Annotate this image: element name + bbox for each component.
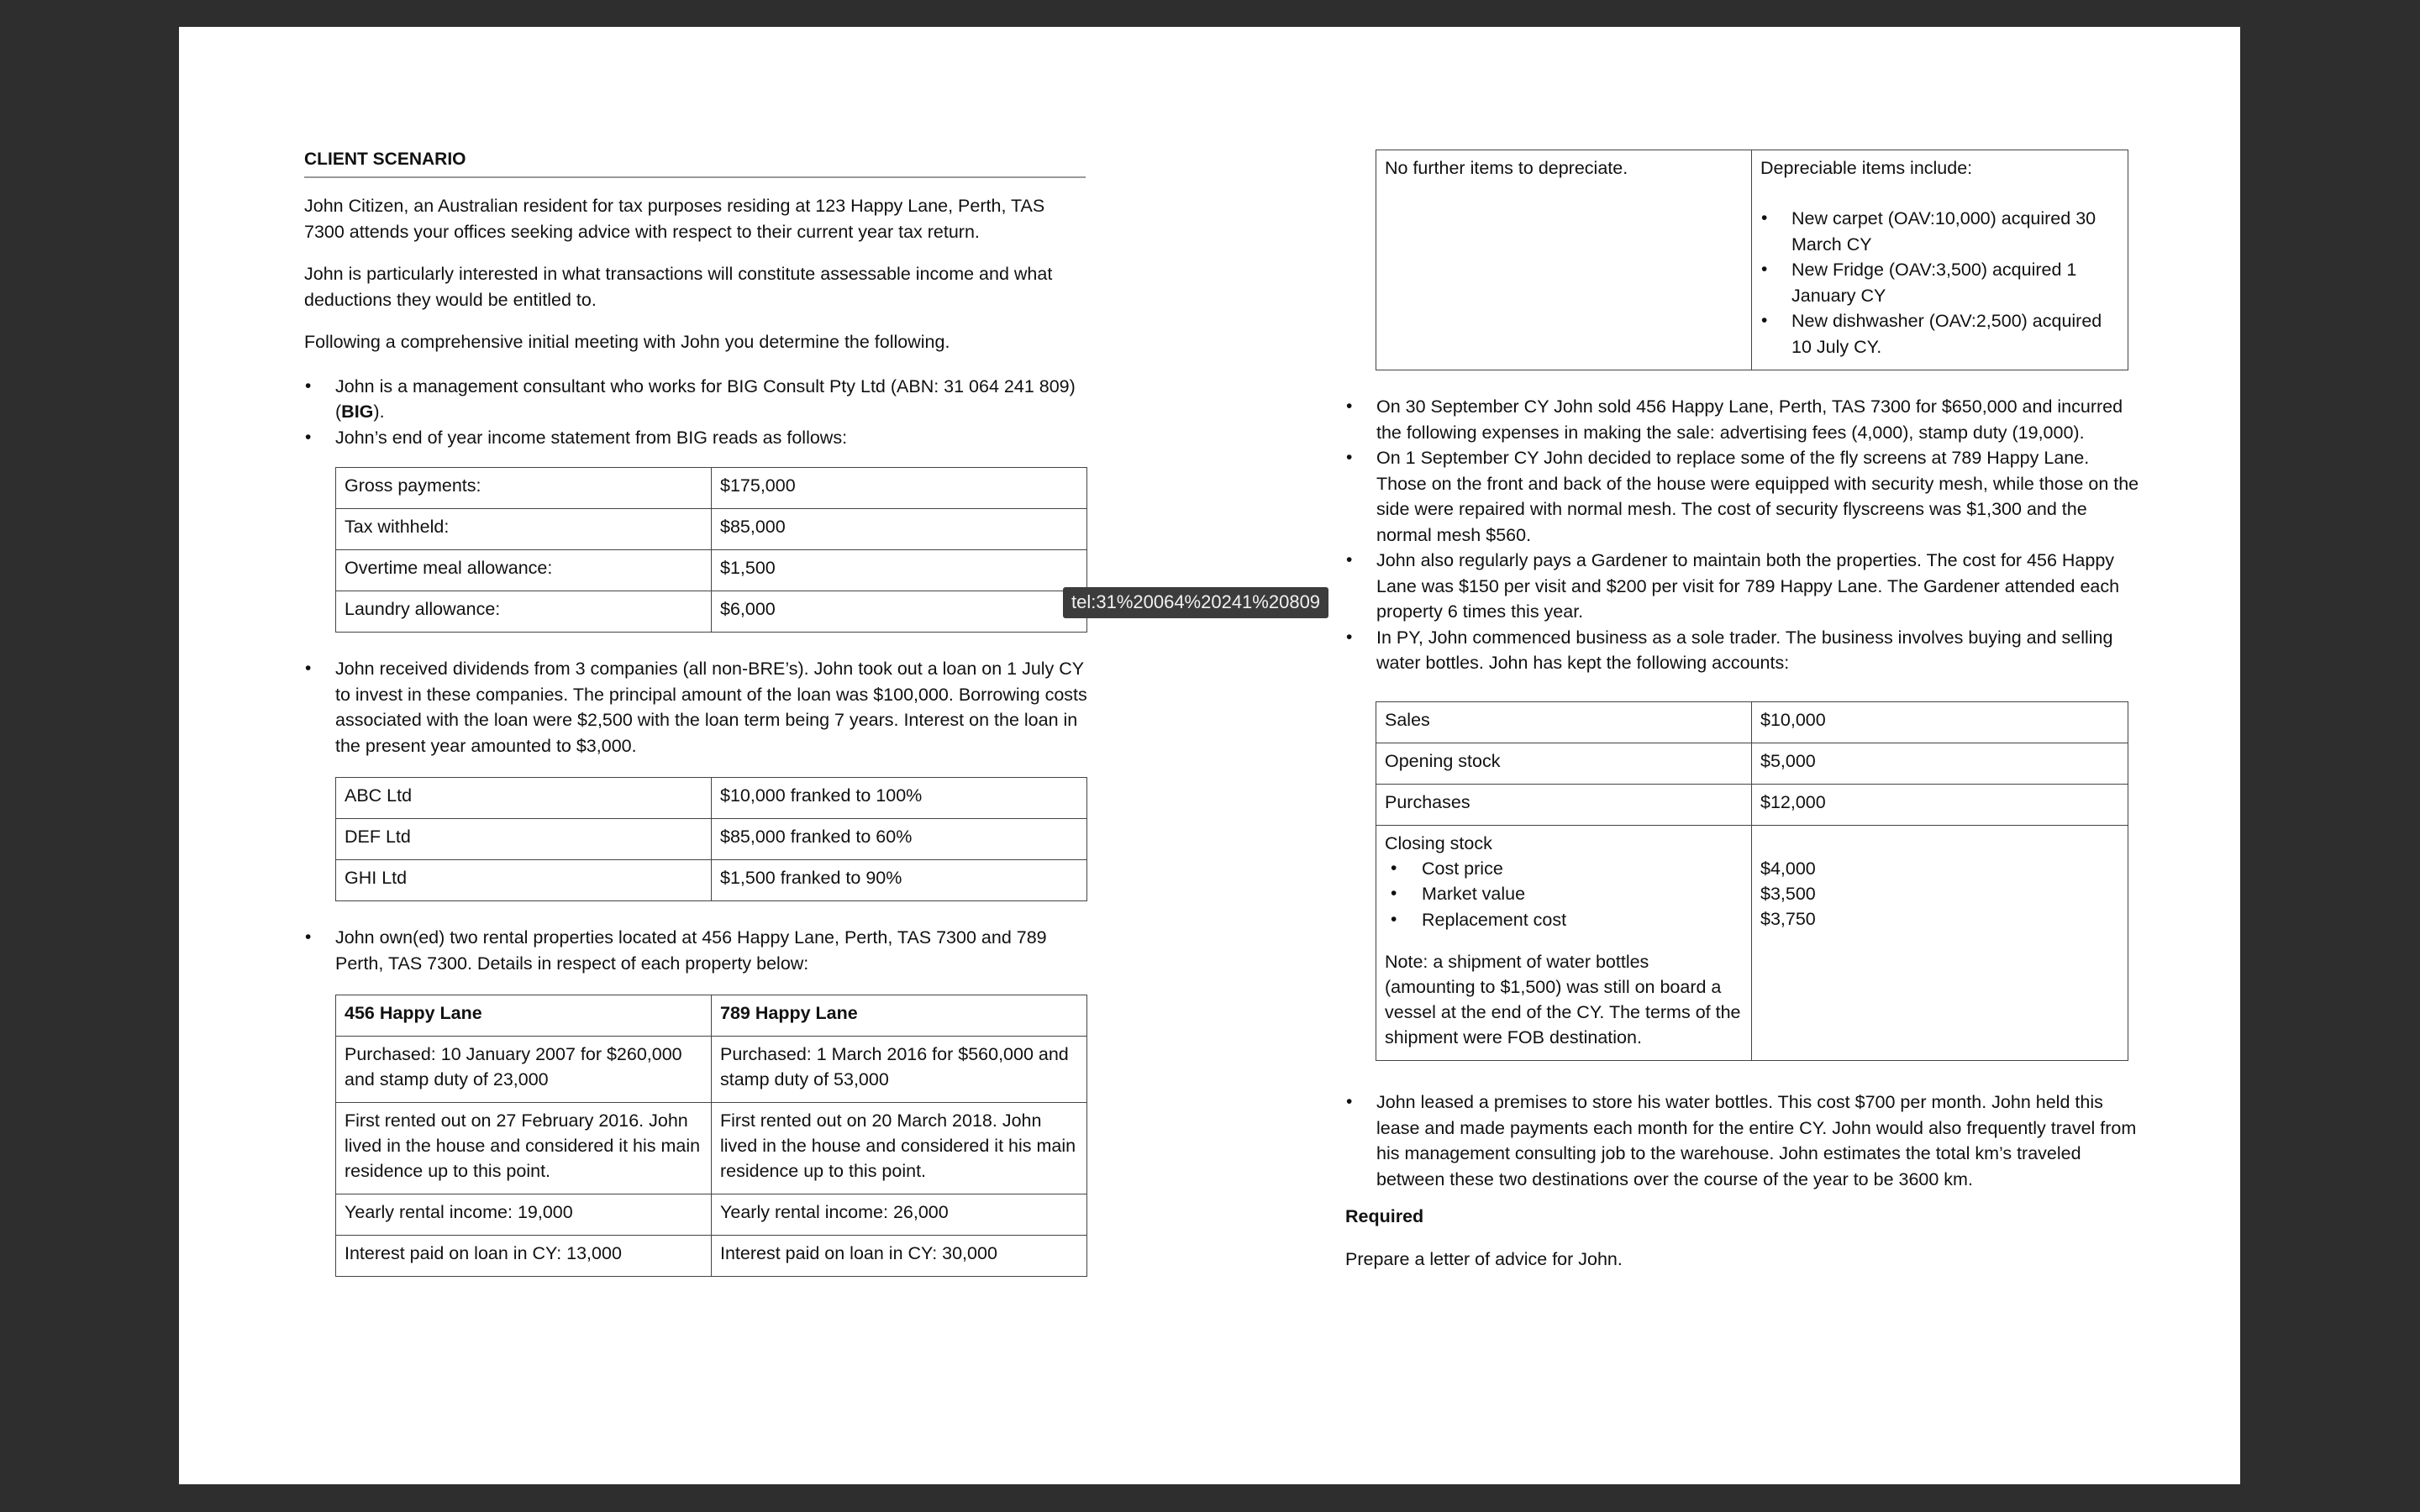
bullet-item: • John leased a premises to store his water bottles. This cost $700 per month. John held this lease and made payments each month for the entire CY. John would also frequently travel from his management consulting job to the warehouse. John estimates the total km’s traveled between these two destinations over the course of the year to be 3600 km. xyxy=(1345,1089,2144,1192)
table-cell: Purchased: 1 March 2016 for $560,000 and stamp duty of 53,000 xyxy=(712,1037,1087,1103)
table-cell: Opening stock xyxy=(1376,743,1752,784)
bullet-item: • John’s end of year income statement from BIG reads as follows: xyxy=(304,425,1090,451)
table-cell: Purchases xyxy=(1376,784,1752,825)
bullet-list xyxy=(304,925,1090,976)
closing-value: $4,000 xyxy=(1760,858,1816,879)
table-row xyxy=(336,778,1087,819)
bullet-item: • Market value xyxy=(1360,881,1743,907)
table-cell: First rented out on 20 March 2018. John lived in the house and considered it his main residence up to this point. xyxy=(712,1103,1087,1194)
table-cell: $85,000 xyxy=(712,509,1087,550)
table-cell: DEF Ltd xyxy=(336,819,712,860)
table-cell: $10,000 xyxy=(1752,701,2128,743)
table-cell: Purchased: 10 January 2007 for $260,000 and stamp duty of 23,000 xyxy=(336,1037,712,1103)
table-cell: $6,000 xyxy=(712,591,1087,633)
table-cell: Tax withheld: xyxy=(336,509,712,550)
bullet-item: • On 1 September CY John decided to replace some of the fly screens at 789 Happy Lane. Those on the front and back of the house were equipped with security mesh, while those on the side were repaired with normal mesh. The cost of security flyscreens was $1,300 and the normal mesh $560. xyxy=(1345,445,2144,548)
table-row xyxy=(336,509,1087,550)
bullet-item: • In PY, John commenced business as a sole trader. The business involves buying and selling water bottles. John has kept the following accounts: xyxy=(1345,625,2144,676)
depreciable-list xyxy=(1760,206,2119,360)
table-cell: GHI Ltd xyxy=(336,860,712,901)
table-cell: Sales xyxy=(1376,701,1752,743)
bullet-item: • John received dividends from 3 companies (all non-BRE’s). John took out a loan on 1 July CY to invest in these companies. The principal amount of the loan was $100,000. Borrowing costs associated with the loan were $2,500 with the loan term being 7 years. Interest on the loan in the present year amounted to $3,000. xyxy=(304,656,1090,759)
table-cell: ABC Ltd xyxy=(336,778,712,819)
table-cell: $12,000 xyxy=(1752,784,2128,825)
table-cell: Laundry allowance: xyxy=(336,591,712,633)
table-cell: $85,000 franked to 60% xyxy=(712,819,1087,860)
table-cell: Interest paid on loan in CY: 13,000 xyxy=(336,1236,712,1277)
table-row xyxy=(1376,150,2128,370)
table-row xyxy=(1376,784,2128,825)
table-cell: $1,500 franked to 90% xyxy=(712,860,1087,901)
income-statement-table xyxy=(335,467,1087,633)
bullet-list xyxy=(1345,394,2144,676)
depreciable-intro: Depreciable items include: xyxy=(1760,158,1973,178)
document-page xyxy=(179,27,2240,1484)
intro-paragraph: John Citizen, an Australian resident for tax purposes residing at 123 Happy Lane, Perth, TAS 7300 attends your offices seeking advice with respect to their current year tax return. xyxy=(304,196,1045,242)
table-cell: Yearly rental income: 26,000 xyxy=(712,1194,1087,1236)
depreciation-table xyxy=(1376,150,2128,370)
table-row xyxy=(336,1037,1087,1103)
intro-paragraph: Following a comprehensive initial meeting with John you determine the following. xyxy=(304,332,950,352)
bullet-list xyxy=(304,374,1090,451)
table-cell: $5,000 xyxy=(1752,743,2128,784)
link-tooltip: tel:31%20064%20241%20809 xyxy=(1063,587,1328,618)
table-row xyxy=(336,1194,1087,1236)
shipment-note: Note: a shipment of water bottles (amounting to $1,500) was still on board a vessel at the end of the CY. The terms of the shipment were FOB destination. xyxy=(1385,952,1741,1047)
table-cell: $10,000 franked to 100% xyxy=(712,778,1087,819)
table-cell xyxy=(1376,825,1752,1061)
table-cell: First rented out on 27 February 2016. John lived in the house and considered it his main residence up to this point. xyxy=(336,1103,712,1194)
table-row xyxy=(1376,701,2128,743)
table-header-cell: 456 Happy Lane xyxy=(336,995,712,1037)
business-accounts-table xyxy=(1376,701,2128,1062)
table-row xyxy=(1376,743,2128,784)
bullet-list xyxy=(304,656,1090,759)
table-header-cell: 789 Happy Lane xyxy=(712,995,1087,1037)
required-text: Prepare a letter of advice for John. xyxy=(1345,1248,1623,1269)
required-heading: Required xyxy=(1345,1206,1424,1226)
table-cell: Yearly rental income: 19,000 xyxy=(336,1194,712,1236)
table-row xyxy=(336,550,1087,591)
closing-value: $3,750 xyxy=(1760,908,1816,929)
bullet-item: • John own(ed) two rental properties located at 456 Happy Lane, Perth, TAS 7300 and 789 Perth, TAS 7300. Details in respect of each property below: xyxy=(304,925,1090,976)
bullet-item: • John is a management consultant who works for BIG Consult Pty Ltd (ABN: 31 064 241 809) (BIG). xyxy=(304,374,1090,425)
table-row xyxy=(336,468,1087,509)
table-cell xyxy=(1752,825,2128,1061)
table-row xyxy=(336,1103,1087,1194)
closing-value: $3,500 xyxy=(1760,883,1816,904)
section-heading: CLIENT SCENARIO xyxy=(304,150,1086,178)
bullet-item: • Cost price xyxy=(1360,856,1743,882)
bullet-list xyxy=(1345,1089,2144,1192)
abbr-bold: BIG xyxy=(341,402,374,422)
intro-paragraph: John is particularly interested in what transactions will constitute assessable income and what deductions they would be entitled to. xyxy=(304,264,1053,310)
table-row xyxy=(336,1236,1087,1277)
table-cell: Interest paid on loan in CY: 30,000 xyxy=(712,1236,1087,1277)
bullet-item: • New carpet (OAV:10,000) acquired 30 March CY xyxy=(1760,206,2119,257)
table-row xyxy=(336,819,1087,860)
dividends-table xyxy=(335,777,1087,901)
table-cell: $175,000 xyxy=(712,468,1087,509)
table-row xyxy=(336,591,1087,633)
closing-stock-list xyxy=(1360,856,1743,933)
bullet-item: • New Fridge (OAV:3,500) acquired 1 January CY xyxy=(1760,257,2119,308)
rental-properties-table xyxy=(335,995,1087,1277)
bullet-item: • New dishwasher (OAV:2,500) acquired 10 July CY. xyxy=(1760,308,2119,360)
table-row xyxy=(336,860,1087,901)
right-column xyxy=(1334,150,2296,1289)
bullet-item: • On 30 September CY John sold 456 Happy Lane, Perth, TAS 7300 for $650,000 and incurred the following expenses in making the sale: advertising fees (4,000), stamp duty (19,000). xyxy=(1345,394,2144,445)
table-header-row xyxy=(336,995,1087,1037)
table-cell: No further items to depreciate. xyxy=(1376,150,1752,370)
table-row xyxy=(1376,825,2128,1061)
left-column xyxy=(304,150,1321,1277)
table-cell: $1,500 xyxy=(712,550,1087,591)
table-cell xyxy=(1752,150,2128,370)
bullet-item: • Replacement cost xyxy=(1360,907,1743,933)
table-cell: Overtime meal allowance: xyxy=(336,550,712,591)
closing-stock-label: Closing stock xyxy=(1385,832,1492,853)
bullet-item: • John also regularly pays a Gardener to maintain both the properties. The cost for 456 Happy Lane was $150 per visit and $200 per visit for 789 Happy Lane. The Gardener attended each property 6 times this year. xyxy=(1345,548,2144,625)
table-cell: Gross payments: xyxy=(336,468,712,509)
